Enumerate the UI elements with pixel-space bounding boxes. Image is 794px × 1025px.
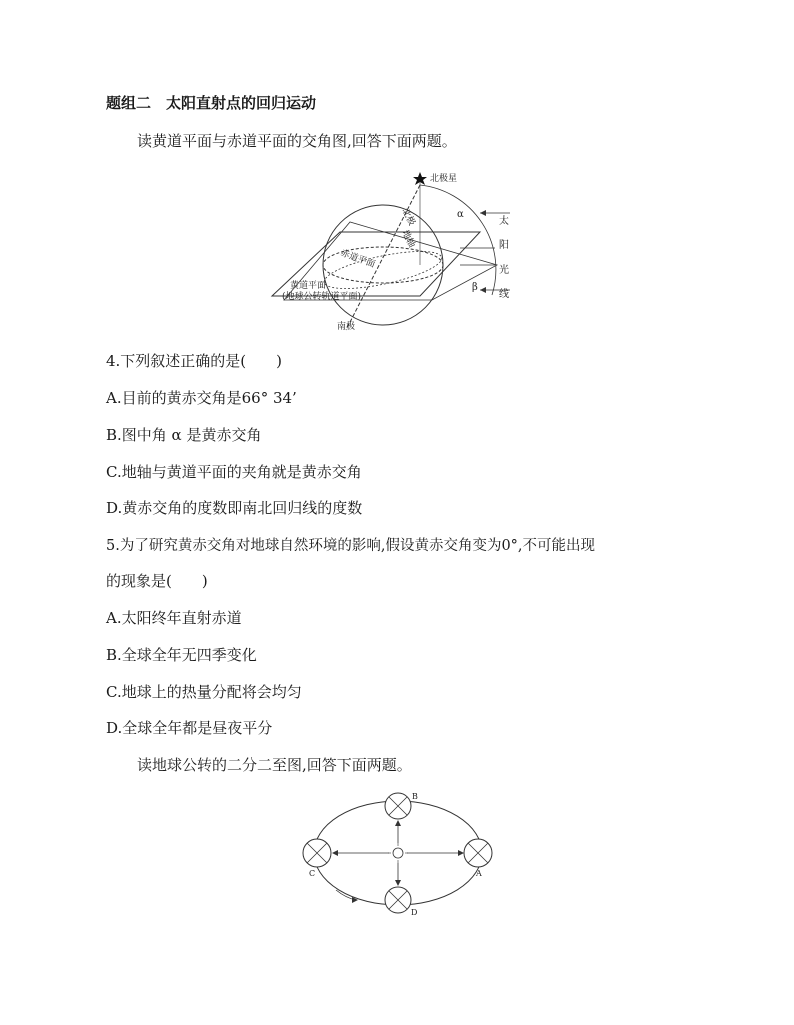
sun-icon [388, 843, 408, 863]
north-star-label: 北极星 [430, 174, 458, 184]
question-5-stem-line2: 的现象是( ) [106, 572, 208, 590]
q5-option-a: A.太阳终年直射赤道 [106, 609, 242, 627]
label-b: B [412, 792, 418, 801]
sunlight-char-4: 线 [499, 289, 509, 300]
sunlight-char-3: 光 [499, 265, 509, 276]
q5-option-b: B.全球全年无四季变化 [106, 646, 257, 664]
earth-a-icon [464, 839, 492, 867]
sunlight-char-1: 太 [499, 216, 509, 227]
beta-label: β [472, 282, 478, 293]
sunlight-char-2: 阳 [499, 240, 509, 251]
label-a: A [476, 869, 482, 878]
earth-axis-label: 地轴 [399, 228, 417, 250]
label-d: D [411, 908, 418, 917]
q4-option-b: B.图中角 α 是黄赤交角 [106, 426, 262, 444]
orbit-figure [295, 785, 500, 925]
section-title: 题组二 太阳直射点的回归运动 [106, 94, 317, 112]
q5-option-d: D.全球全年都是昼夜平分 [106, 719, 273, 737]
north-pole-label: 北极 [399, 206, 417, 228]
q5-option-c: C.地球上的热量分配将会均匀 [106, 683, 302, 701]
earth-b-icon [385, 793, 411, 819]
alpha-label: α [457, 209, 464, 220]
earth-d-icon [385, 887, 411, 913]
ecliptic-note-label: (地球公转轨道平面) [282, 292, 362, 302]
intro-text-1: 读黄道平面与赤道平面的交角图,回答下面两题。 [137, 132, 457, 150]
question-5-stem-line1: 5.为了研究黄赤交角对地球自然环境的影响,假设黄赤交角变为0°,不可能出现 [106, 538, 596, 554]
intro-text-2: 读地球公转的二分二至图,回答下面两题。 [137, 756, 412, 774]
question-4-stem: 4.下列叙述正确的是( ) [106, 352, 283, 370]
q4-option-a: A.目前的黄赤交角是66° 34’ [106, 389, 297, 407]
q4-option-c: C.地轴与黄道平面的夹角就是黄赤交角 [106, 463, 362, 481]
south-pole-label: 南极 [337, 322, 356, 332]
label-c: C [309, 869, 316, 878]
q4-option-d: D.黄赤交角的度数即南北回归线的度数 [106, 499, 363, 517]
ecliptic-plane-label: 黄道平面 [290, 281, 327, 291]
ecliptic-equator-figure [270, 168, 530, 338]
equator-plane-label: 赤道平面 [338, 248, 377, 271]
earth-c-icon [303, 839, 331, 867]
